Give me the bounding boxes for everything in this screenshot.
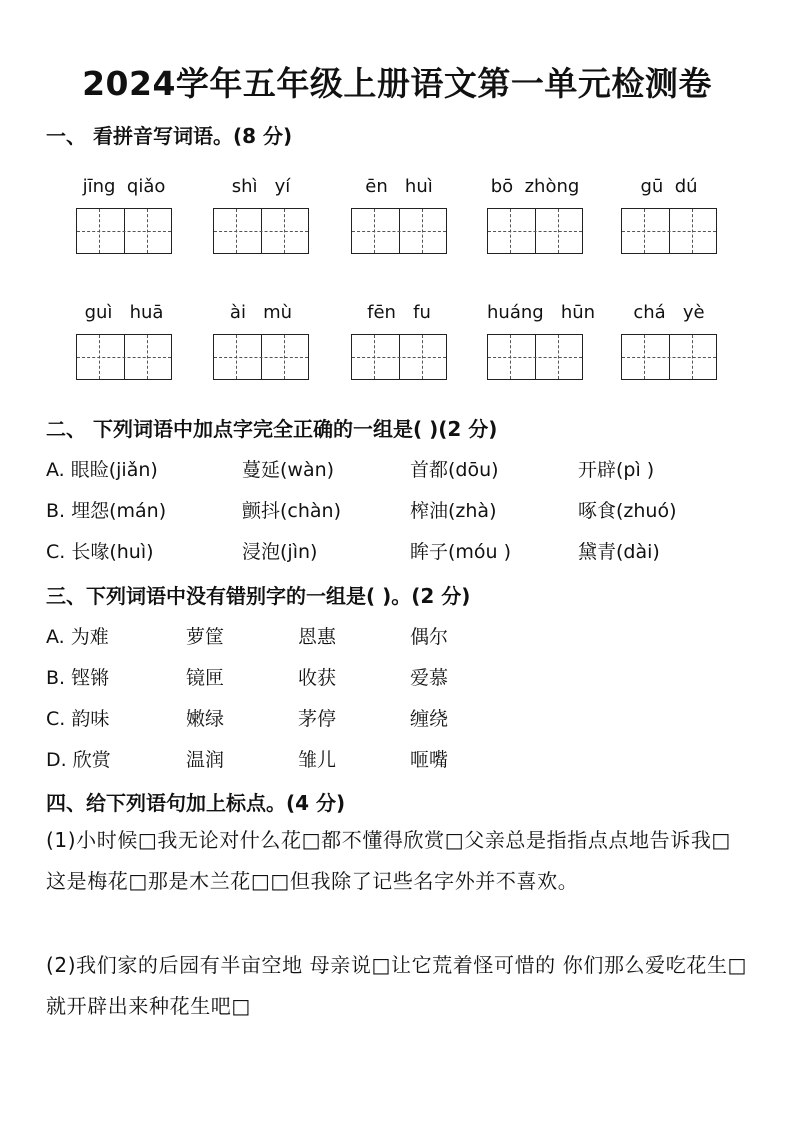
option-a-word-3: 首都(dōu) [410, 459, 499, 481]
option-b-word-4: 爱慕 [410, 667, 449, 689]
option-a-word-4: 开辟(pì ) [578, 459, 655, 481]
option-a-word-4: 偶尔 [410, 626, 449, 648]
option-d-word-4: 咂嘴 [410, 749, 449, 771]
option-c-word-2: 浸泡(jìn) [242, 541, 318, 563]
writing-grid[interactable] [76, 208, 172, 254]
pinyin-label: ài mù [229, 302, 293, 323]
option-b-word-1: B. 铿锵 [46, 667, 110, 689]
page-title: 2024学年五年级上册语文第一单元检测卷 [82, 64, 712, 103]
option-a-word-1: A. 眼睑(jiǎn) [46, 459, 158, 481]
punctuation-question-2: (2)我们家的后园有半亩空地 母亲说□让它荒着怪可惜的 你们那么爱吃花生□就开辟出来种花生吧□ [46, 953, 748, 1018]
option-d-word-2: 温润 [186, 749, 225, 771]
pinyin-label: chá yè [633, 302, 705, 323]
pinyin-label: gū dú [640, 176, 698, 197]
option-c-word-3: 茅停 [298, 708, 337, 730]
pinyin-label: fēn fu [367, 302, 431, 323]
section-1-heading: 一、 看拼音写词语。(8 分) [46, 124, 293, 148]
option-b-word-1: B. 埋怨(mán) [46, 500, 167, 522]
option-c-word-1: C. 韵味 [46, 708, 110, 730]
option-b-word-2: 颤抖(chàn) [242, 500, 341, 522]
writing-grid[interactable] [213, 334, 309, 380]
pinyin-label: guì huā [84, 302, 164, 323]
option-a-word-1: A. 为难 [46, 626, 109, 648]
option-a-word-2: 萝筐 [186, 626, 225, 648]
pinyin-label: huáng hūn [487, 302, 596, 323]
writing-grid[interactable] [487, 334, 583, 380]
option-c-word-2: 嫩绿 [186, 708, 225, 730]
writing-grid[interactable] [76, 334, 172, 380]
option-b-word-3: 榨油(zhà) [410, 500, 497, 522]
option-c-word-4: 黛青(dài) [578, 541, 660, 563]
option-d-word-1: D. 欣赏 [46, 749, 111, 771]
writing-grid[interactable] [351, 208, 447, 254]
option-c-word-1: C. 长喙(huì) [46, 541, 154, 563]
punctuation-question-1: (1)小时候□我无论对什么花□都不懂得欣赏□父亲总是指指点点地告诉我□这是梅花□那是木兰花□□但我除了记些名字外并不喜欢。 [46, 828, 731, 893]
pinyin-row-2 [0, 302, 794, 392]
section-3-heading: 三、下列词语中没有错别字的一组是( )。(2 分) [46, 584, 471, 608]
option-d-word-3: 雏儿 [298, 749, 337, 771]
option-b-word-3: 收获 [298, 667, 337, 689]
writing-grid[interactable] [621, 208, 717, 254]
option-b-word-4: 啄食(zhuó) [578, 500, 677, 522]
pinyin-row-1 [0, 176, 794, 266]
option-c-word-3: 眸子(móu ) [410, 541, 512, 563]
writing-grid[interactable] [487, 208, 583, 254]
section-2-heading: 二、 下列词语中加点字完全正确的一组是( )(2 分) [46, 417, 498, 441]
option-c-word-4: 缠绕 [410, 708, 449, 730]
pinyin-label: bō zhòng [490, 176, 580, 197]
pinyin-label: ēn huì [365, 176, 433, 197]
writing-grid[interactable] [213, 208, 309, 254]
writing-grid[interactable] [621, 334, 717, 380]
writing-grid[interactable] [351, 334, 447, 380]
option-b-word-2: 镜匣 [186, 667, 225, 689]
option-a-word-2: 蔓延(wàn) [242, 459, 335, 481]
pinyin-label: shì yí [231, 176, 291, 197]
pinyin-label: jīng qiǎo [82, 176, 166, 197]
section-4-heading: 四、给下列语句加上标点。(4 分) [46, 791, 346, 815]
option-a-word-3: 恩惠 [298, 626, 337, 648]
